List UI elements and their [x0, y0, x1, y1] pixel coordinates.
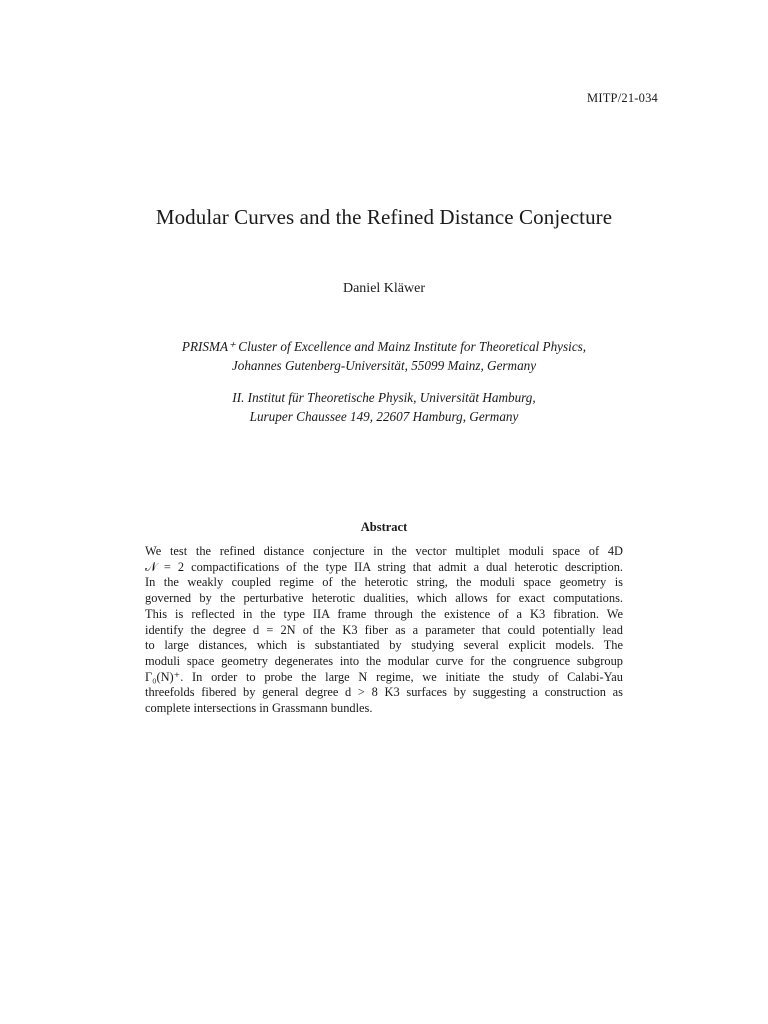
abstract-line: Γ₀(N)⁺. In order to probe the large N regime, we initiate the study of Calabi-Yau — [145, 669, 623, 684]
abstract-line: We test the refined distance conjecture in the vector multiplet moduli space of 4D — [145, 544, 623, 558]
abstract-line: This is reflected in the type IIA frame through the existence of a K3 fibration. We — [145, 606, 623, 621]
affiliation-2 — [0, 389, 768, 426]
affiliation-1-line-2: Johannes Gutenberg-Universität, 55099 Mainz, Germany — [231, 357, 537, 373]
abstract-line: In the weakly coupled regime of the heterotic string, the moduli space geometry is — [145, 575, 623, 590]
abstract-line: complete intersections in Grassmann bundles. — [145, 701, 373, 716]
abstract-line: identify the degree d = 2N of the K3 fiber as a parameter that could potentially lead — [145, 622, 623, 637]
affiliation-2-line-2: Luruper Chaussee 149, 22607 Hamburg, Germany — [249, 408, 519, 424]
paper-title: Modular Curves and the Refined Distance Conjecture — [155, 205, 613, 229]
affiliation-1-line-1: PRISMA⁺ Cluster of Excellence and Mainz Institute for Theoretical Physics, — [181, 339, 587, 354]
abstract-line: to large distances, which is substantiated by studying several explicit models. The — [145, 638, 623, 653]
abstract-line: 𝒩 = 2 compactifications of the type IIA string that admit a dual heterotic description. — [145, 559, 623, 574]
affiliation-1 — [0, 338, 768, 375]
abstract-line: moduli space geometry degenerates into the modular curve for the congruence subgroup — [145, 653, 623, 668]
abstract-line: threefolds fibered by general degree d > 8 K3 surfaces by suggesting a construction as — [145, 685, 623, 700]
author-name: Daniel Kläwer — [342, 281, 426, 296]
affiliation-2-line-1: II. Institut für Theoretische Physik, Universität Hamburg, — [232, 390, 536, 405]
report-number: MITP/21-034 — [587, 91, 658, 105]
abstract-body — [145, 544, 623, 717]
abstract-heading: Abstract — [360, 520, 408, 534]
abstract-line: governed by the perturbative heterotic dualities, which allows for exact computations. — [145, 591, 623, 606]
